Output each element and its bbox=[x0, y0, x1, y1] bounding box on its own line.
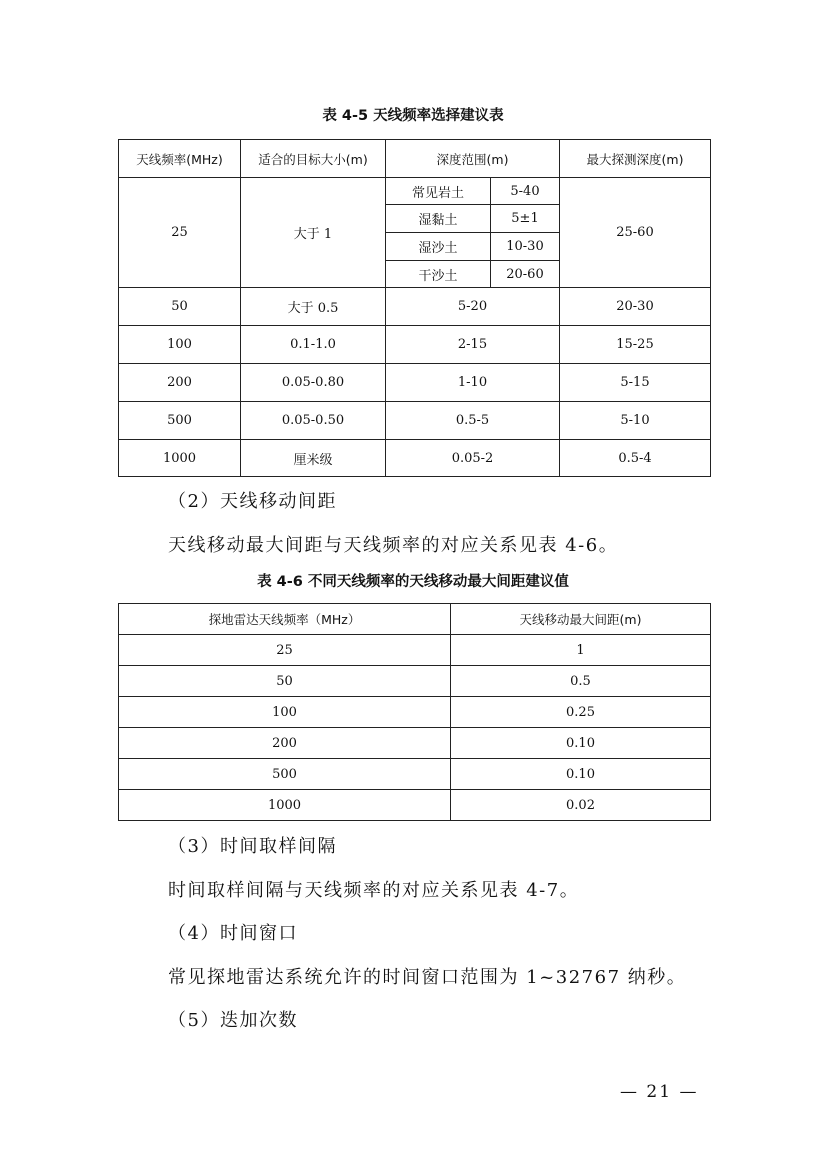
table-4-5-caption: 表 4-5 天线频率选择建议表 bbox=[322, 108, 504, 124]
section-3-text: 时间取样间隔与天线频率的对应关系见表 4-7。 bbox=[168, 880, 580, 901]
soil-range-cell: 10-30 bbox=[491, 233, 560, 261]
section-3-heading: （3）时间取样间隔 bbox=[168, 836, 337, 857]
soil-range-cell: 5-40 bbox=[491, 178, 560, 205]
freq-cell: 200 bbox=[119, 364, 241, 402]
section-2-heading: （2）天线移动间距 bbox=[168, 491, 337, 512]
freq-cell: 25 bbox=[119, 178, 241, 288]
depth-range-cell: 0.05-2 bbox=[386, 440, 560, 477]
max-depth-cell: 15-25 bbox=[560, 326, 711, 364]
soil-type-cell: 干沙土 bbox=[386, 261, 491, 288]
header-cell: 适合的目标大小(m) bbox=[241, 140, 386, 178]
soil-type-cell: 湿黏土 bbox=[386, 205, 491, 233]
table-4-6-caption: 表 4-6 不同天线频率的天线移动最大间距建议值 bbox=[257, 574, 569, 590]
table-row bbox=[119, 728, 711, 759]
target-size-cell: 0.05-0.50 bbox=[241, 402, 386, 440]
header-cell: 最大探测深度(m) bbox=[560, 140, 711, 178]
target-size-cell: 大于 1 bbox=[241, 178, 386, 288]
header-cell: 探地雷达天线频率（MHz） bbox=[119, 604, 451, 635]
table-row bbox=[119, 288, 711, 326]
section-4-heading: （4）时间窗口 bbox=[168, 923, 298, 944]
max-depth-cell: 5-15 bbox=[560, 364, 711, 402]
soil-type-cell: 常见岩土 bbox=[386, 178, 491, 205]
table-row bbox=[119, 402, 711, 440]
freq-cell: 25 bbox=[119, 635, 451, 666]
freq-cell: 50 bbox=[119, 666, 451, 697]
header-cell: 深度范围(m) bbox=[386, 140, 560, 178]
table-row bbox=[119, 635, 711, 666]
spacing-cell: 1 bbox=[451, 635, 711, 666]
soil-range-cell: 5±1 bbox=[491, 205, 560, 233]
freq-cell: 200 bbox=[119, 728, 451, 759]
spacing-cell: 0.02 bbox=[451, 790, 711, 821]
table-row bbox=[119, 364, 711, 402]
spacing-cell: 0.10 bbox=[451, 759, 711, 790]
section-4-text: 常见探地雷达系统允许的时间窗口范围为 1~32767 纳秒。 bbox=[168, 967, 687, 988]
table-row bbox=[119, 178, 711, 205]
table-row bbox=[119, 326, 711, 364]
spacing-cell: 0.10 bbox=[451, 728, 711, 759]
max-depth-cell: 5-10 bbox=[560, 402, 711, 440]
header-cell: 天线频率(MHz) bbox=[119, 140, 241, 178]
max-depth-cell: 25-60 bbox=[560, 178, 711, 288]
depth-range-cell: 5-20 bbox=[386, 288, 560, 326]
freq-cell: 100 bbox=[119, 326, 241, 364]
table-row bbox=[119, 697, 711, 728]
table-header-row bbox=[119, 140, 711, 178]
depth-range-cell: 0.5-5 bbox=[386, 402, 560, 440]
table-row bbox=[119, 790, 711, 821]
target-size-cell: 0.1-1.0 bbox=[241, 326, 386, 364]
spacing-cell: 0.25 bbox=[451, 697, 711, 728]
table-4-5 bbox=[118, 139, 711, 477]
freq-cell: 100 bbox=[119, 697, 451, 728]
table-header-row bbox=[119, 604, 711, 635]
freq-cell: 1000 bbox=[119, 790, 451, 821]
table-row bbox=[119, 759, 711, 790]
depth-range-cell: 1-10 bbox=[386, 364, 560, 402]
max-depth-cell: 0.5-4 bbox=[560, 440, 711, 477]
page-number: — 21 — bbox=[620, 1082, 699, 1102]
target-size-cell: 0.05-0.80 bbox=[241, 364, 386, 402]
target-size-cell: 大于 0.5 bbox=[241, 288, 386, 326]
section-2-text: 天线移动最大间距与天线频率的对应关系见表 4-6。 bbox=[168, 535, 619, 556]
depth-range-cell: 2-15 bbox=[386, 326, 560, 364]
table-4-6 bbox=[118, 603, 711, 821]
soil-type-cell: 湿沙土 bbox=[386, 233, 491, 261]
freq-cell: 1000 bbox=[119, 440, 241, 477]
header-cell: 天线移动最大间距(m) bbox=[451, 604, 711, 635]
freq-cell: 500 bbox=[119, 402, 241, 440]
max-depth-cell: 20-30 bbox=[560, 288, 711, 326]
target-size-cell: 厘米级 bbox=[241, 440, 386, 477]
soil-range-cell: 20-60 bbox=[491, 261, 560, 288]
table-row bbox=[119, 440, 711, 477]
freq-cell: 50 bbox=[119, 288, 241, 326]
freq-cell: 500 bbox=[119, 759, 451, 790]
spacing-cell: 0.5 bbox=[451, 666, 711, 697]
section-5-heading: （5）迭加次数 bbox=[168, 1010, 298, 1031]
table-row bbox=[119, 666, 711, 697]
